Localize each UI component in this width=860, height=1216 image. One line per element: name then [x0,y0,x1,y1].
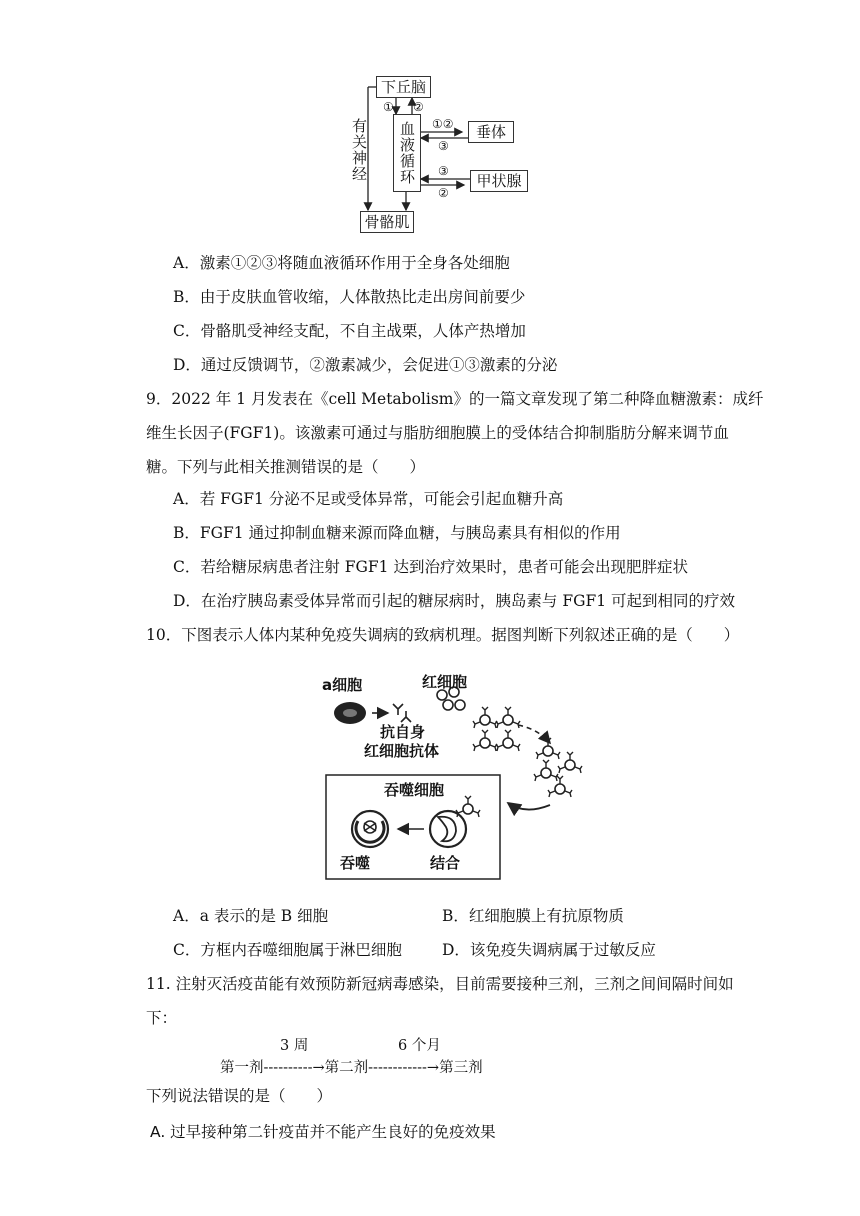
red-cell-label: 红细胞 [422,673,468,691]
q11-option-a: A. 过早接种第二针疫苗并不能产生良好的免疫效果 [150,1123,496,1141]
q10-option-c: C．方框内吞噬细胞属于淋巴细胞 [173,941,402,959]
q8-option-a: A．激素①②③将随血液循环作用于全身各处细胞 [173,254,510,272]
antibody-label-2: 红细胞抗体 [364,742,440,760]
a-cell-label: a细胞 [322,676,363,694]
q10-option-d: D．该免疫失调病属于过敏反应 [442,941,656,959]
q10-option-b: B．红细胞膜上有抗原物质 [442,907,624,925]
interval-2-label: 6 个月 [398,1038,441,1054]
q8-option-c: C．骨骼肌受神经支配，不自主战栗，人体产热增加 [173,322,526,340]
q9-option-a: A．若 FGF1 分泌不足或受体异常，可能会引起血糖升高 [173,490,564,508]
nerve-label: 有关神经 [350,118,368,182]
q11-stem-line-2: 下： [146,1009,178,1027]
thyroid-out-label: ③ [438,164,449,178]
q9-option-b: B．FGF1 通过抑制血糖来源而降血糖，与胰岛素具有相似的作用 [173,524,621,542]
q11-question: 下列说法错误的是（ ） [146,1087,333,1105]
q9-stem-line-1: 9．2022 年 1 月发表在《cell Metabolism》的一篇文章发现了第二种降血糖激素：成纤 [146,390,764,408]
q8-option-b: B．由于皮肤血管收缩，人体散热比走出房间前要少 [173,288,526,306]
skeletal-muscle-box: 骨骼肌 [360,211,414,233]
pituitary-out-label: ③ [438,139,449,153]
q8-option-d: D．通过反馈调节，②激素减少，会促进①③激素的分泌 [173,356,558,374]
q9-stem-line-2: 维生长因子(FGF1)。该激素可通过与脂肪细胞膜上的受体结合抑制脂肪分解来调节血 [146,424,729,442]
blood-circulation-box: 血液循环 [393,114,421,192]
engulf-label: 吞噬 [340,854,371,872]
q10-stem: 10．下图表示人体内某种免疫失调病的致病机理。据图判断下列叙述正确的是（ ） [146,626,740,644]
hypothalamus-box: 下丘脑 [376,76,431,98]
antibody-label-1: 抗自身 [380,723,426,741]
dose-sequence: 第一剂----------→第二剂------------→第三剂 [220,1060,483,1076]
q9-stem-line-3: 糖。下列与此相关推测错误的是（ ） [146,458,426,476]
pituitary-in-label: ①② [432,117,454,131]
q9-option-d: D．在治疗胰岛素受体异常而引起的糖尿病时，胰岛素与 FGF1 可起到相同的疗效 [173,592,736,610]
pituitary-box: 垂体 [468,121,514,143]
q10-option-a: A．a 表示的是 B 细胞 [173,907,329,925]
thyroid-box: 甲状腺 [470,170,528,192]
thyroid-in-label: ② [438,186,449,200]
q11-stem-line-1: 11. 注射灭活疫苗能有效预防新冠病毒感染，目前需要接种三剂，三剂之间间隔时间如 [146,975,734,993]
q9-option-c: C．若给糖尿病患者注射 FGF1 达到治疗效果时，患者可能会出现肥胖症状 [173,558,688,576]
hormone-2-label: ② [413,100,424,114]
phagocyte-label: 吞噬细胞 [384,781,445,799]
bind-label: 结合 [430,854,461,872]
interval-1-label: 3 周 [280,1038,309,1054]
hormone-1-label: ① [383,100,394,114]
